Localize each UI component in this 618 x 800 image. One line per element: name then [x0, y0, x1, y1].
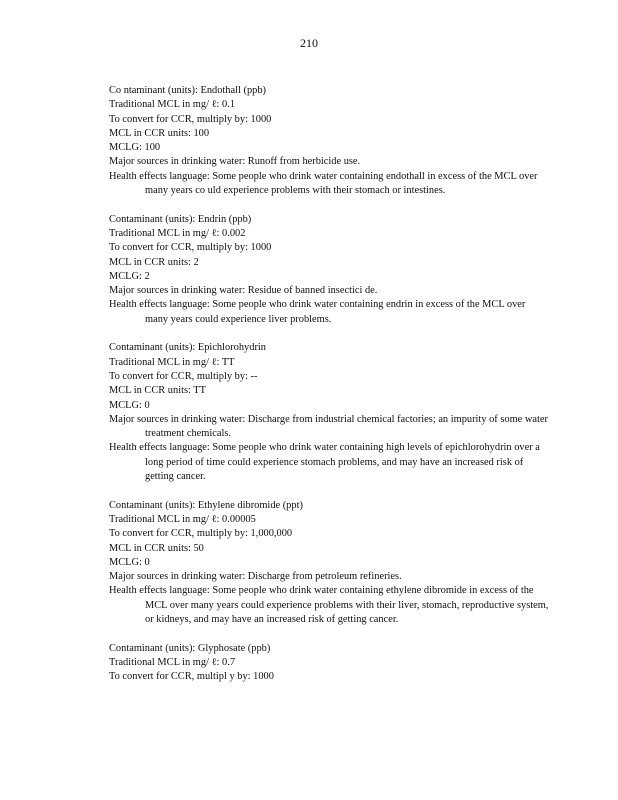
contaminant-name: Contaminant (units): Endrin (ppb): [109, 213, 252, 225]
contaminant-entry-epichlorohydrin: [109, 341, 549, 484]
health-effects: Health effects language: Some people who drink water containing high levels of epichlorohydrin over a long period of time could experience stomach problems, and may have an increased risk of getting cancer.: [109, 442, 540, 483]
contaminant-list: [109, 84, 549, 699]
contaminant-entry-endrin: [109, 213, 549, 327]
ccr-conversion: To convert for CCR, multiply by: 1000: [109, 113, 272, 125]
contaminant-name: Contaminant (units): Glyphosate (ppb): [109, 642, 271, 654]
contaminant-entry-endothall: [109, 84, 549, 198]
major-sources: Major sources in drinking water: Runoff from herbicide use.: [109, 156, 361, 168]
mclg: MCLG: 0: [109, 556, 150, 568]
contaminant-name: Co ntaminant (units): Endothall (ppb): [109, 85, 266, 96]
traditional-mcl: Traditional MCL in mg/ ℓ: 0.7: [109, 656, 236, 668]
ccr-conversion: To convert for CCR, multiply by: 1000: [109, 242, 272, 254]
mclg: MCLG: 100: [109, 142, 161, 154]
health-effects: Health effects language: Some people who drink water containing endothall in excess of the MCL over many years co uld experience problems with their stomach or intestines.: [109, 170, 538, 197]
mclg: MCLG: 2: [109, 270, 150, 282]
major-sources: Major sources in drinking water: Discharge from petroleum refineries.: [109, 571, 402, 583]
mcl-ccr-units: MCL in CCR units: 50: [109, 542, 204, 554]
ccr-conversion: To convert for CCR, multipl y by: 1000: [109, 671, 274, 683]
mcl-ccr-units: MCL in CCR units: 100: [109, 127, 210, 139]
traditional-mcl: Traditional MCL in mg/ ℓ: TT: [109, 356, 235, 368]
ccr-conversion: To convert for CCR, multiply by: --: [109, 370, 258, 382]
ccr-conversion: To convert for CCR, multiply by: 1,000,000: [109, 528, 293, 540]
contaminant-name: Contaminant (units): Ethylene dibromide (ppt): [109, 499, 303, 511]
contaminant-entry-ethylene-dibromide: [109, 499, 549, 628]
mcl-ccr-units: MCL in CCR units: TT: [109, 385, 206, 397]
traditional-mcl: Traditional MCL in mg/ ℓ: 0.1: [109, 99, 236, 111]
page-number: 210: [300, 36, 318, 50]
contaminant-entry-glyphosate: [109, 642, 549, 685]
major-sources: Major sources in drinking water: Discharge from industrial chemical factories; an impurity of some water treatment chemicals.: [109, 413, 548, 440]
mcl-ccr-units: MCL in CCR units: 2: [109, 256, 199, 268]
health-effects: Health effects language: Some people who drink water containing endrin in excess of the MCL over many years could experience liver problems.: [109, 299, 526, 325]
traditional-mcl: Traditional MCL in mg/ ℓ: 0.00005: [109, 513, 256, 525]
traditional-mcl: Traditional MCL in mg/ ℓ: 0.002: [109, 227, 246, 239]
mclg: MCLG: 0: [109, 399, 150, 411]
contaminant-name: Contaminant (units): Epichlorohydrin: [109, 342, 266, 354]
major-sources: Major sources in drinking water: Residue of banned insectici de.: [109, 285, 378, 297]
health-effects: Health effects language: Some people who drink water containing ethylene dibromide in excess of the MCL over many years could experience problems with their liver, stomach, reproductive system, or kidneys, and may have an increased risk of getting cancer.: [109, 585, 549, 625]
